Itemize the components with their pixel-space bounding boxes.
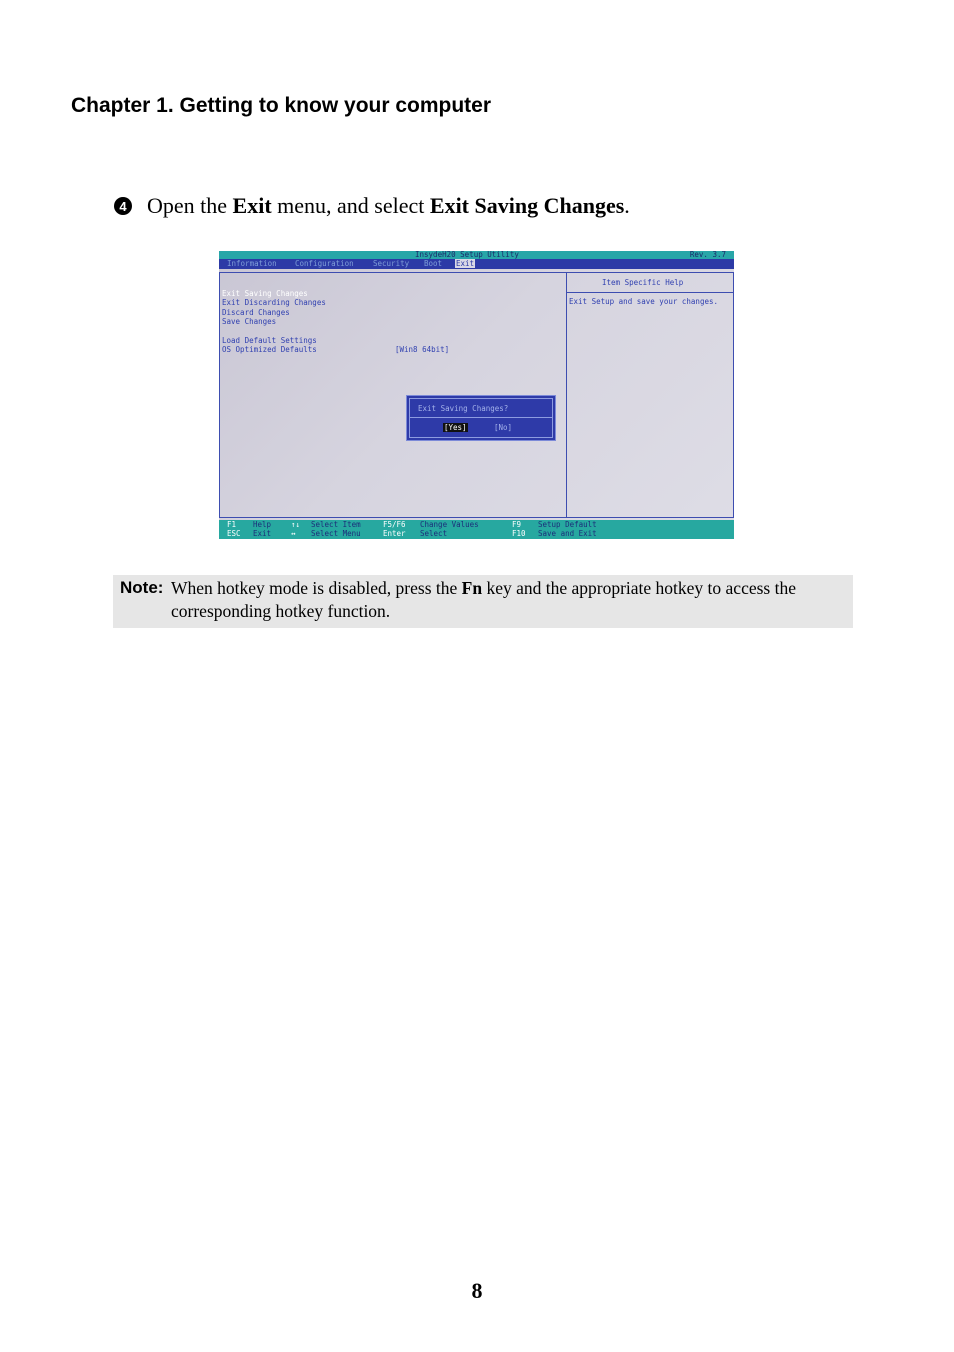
- step-number-badge: 4: [114, 197, 132, 215]
- step-text-1: Open the: [147, 193, 233, 218]
- bios-menu-boot[interactable]: Boot: [424, 259, 443, 268]
- step-text-3: .: [624, 193, 630, 218]
- bios-help-header: [567, 273, 733, 293]
- bios-menu-exit[interactable]: Exit: [456, 259, 475, 268]
- dialog-frame: [409, 398, 553, 438]
- bios-menubar: [219, 259, 734, 269]
- footer-key-f1: F1: [227, 520, 237, 529]
- bios-item-discard-changes[interactable]: Discard Changes: [222, 308, 290, 317]
- note-label: Note:: [120, 578, 164, 597]
- bios-titlebar: [219, 251, 734, 259]
- step-bold-exit-saving: Exit Saving Changes: [429, 193, 625, 218]
- bios-item-os-optimized[interactable]: OS Optimized Defaults: [222, 345, 317, 354]
- dialog-question: Exit Saving Changes?: [418, 404, 509, 413]
- footer-key-f5f6: F5/F6: [383, 520, 406, 529]
- bios-confirm-dialog: [406, 395, 556, 441]
- note-text-1: When hotkey mode is disabled, press the: [171, 578, 462, 598]
- bios-item-save-changes[interactable]: Save Changes: [222, 317, 277, 326]
- bios-menu-configuration[interactable]: Configuration: [295, 259, 354, 268]
- page-number: 8: [471, 1278, 483, 1303]
- footer-label-select-menu: Select Menu: [311, 529, 361, 538]
- footer-key-esc: ESC: [227, 529, 241, 538]
- bios-os-value: [Win8 64bit]: [395, 345, 450, 354]
- bios-item-exit-saving[interactable]: Exit Saving Changes: [222, 289, 308, 298]
- dialog-yes-button[interactable]: [Yes]: [444, 423, 467, 432]
- footer-key-enter: Enter: [383, 529, 406, 538]
- note-body: [171, 577, 831, 623]
- dialog-divider: [410, 417, 552, 418]
- footer-key-f9: F9: [512, 520, 522, 529]
- footer-label-exit: Exit: [253, 529, 272, 538]
- footer-label-select-item: Select Item: [311, 520, 361, 529]
- bios-title: InsydeH20 Setup Utility: [415, 251, 519, 259]
- bios-help-panel: [566, 272, 734, 518]
- bios-revision: Rev. 3.7: [689, 251, 726, 259]
- footer-key-f10: F10: [512, 529, 526, 538]
- step-bold-exit: Exit: [232, 193, 272, 218]
- note-box: [113, 575, 853, 628]
- bios-item-exit-discarding[interactable]: Exit Discarding Changes: [222, 298, 326, 307]
- dialog-no-button[interactable]: [No]: [494, 423, 513, 432]
- chapter-title: Chapter 1. Getting to know your computer: [71, 94, 492, 117]
- bios-main-panel: [219, 272, 567, 518]
- bios-screenshot: [219, 251, 734, 539]
- bios-menu-security[interactable]: Security: [373, 259, 410, 268]
- footer-label-setup-default: Setup Default: [538, 520, 597, 529]
- footer-label-select: Select: [420, 529, 448, 538]
- step-text-2: menu, and select: [271, 193, 430, 218]
- bios-help-title: Item Specific Help: [602, 278, 684, 287]
- footer-key-leftright: ↔: [291, 529, 296, 538]
- bios-menu-information[interactable]: Information: [227, 259, 277, 268]
- footer-label-save-exit: Save and Exit: [538, 529, 597, 538]
- note-text-2: key and the appropriate hotkey to access the corresponding hotkey function.: [171, 578, 796, 621]
- bios-item-load-defaults[interactable]: Load Default Settings: [222, 336, 317, 345]
- bios-footer: [219, 520, 734, 539]
- footer-label-help: Help: [253, 520, 272, 529]
- footer-label-change-values: Change Values: [420, 520, 479, 529]
- footer-key-updown: ↑↓: [291, 520, 301, 529]
- step-instruction: [114, 193, 630, 219]
- bios-help-text: Exit Setup and save your changes.: [569, 297, 719, 306]
- note-bold-fn: Fn: [461, 578, 483, 598]
